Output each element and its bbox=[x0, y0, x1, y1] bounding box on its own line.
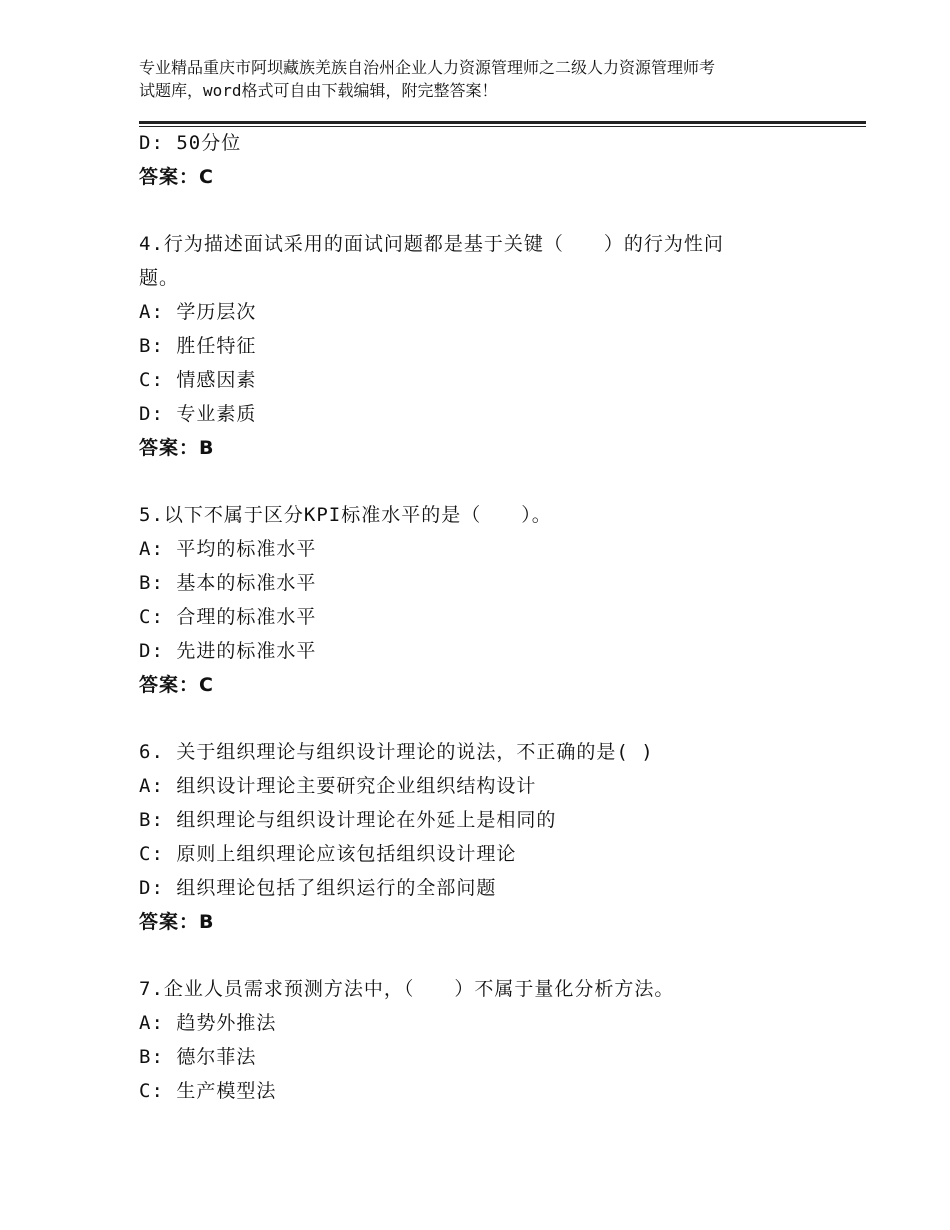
option-c: C: 合理的标准水平 bbox=[139, 606, 317, 628]
option-a: A: 组织设计理论主要研究企业组织结构设计 bbox=[139, 775, 537, 797]
answer: 答案：B bbox=[139, 911, 215, 933]
question-stem: 4.行为描述面试采用的面试问题都是基于关键（ ）的行为性问 bbox=[139, 233, 724, 255]
option-b: B: 基本的标准水平 bbox=[139, 572, 317, 594]
question-7 bbox=[139, 972, 866, 1108]
question-stem-continued: 题。 bbox=[139, 267, 180, 289]
answer: 答案：C bbox=[139, 674, 214, 696]
option-d: D: 先进的标准水平 bbox=[139, 640, 317, 662]
option-c: C: 生产模型法 bbox=[139, 1080, 277, 1102]
option-a: A: 趋势外推法 bbox=[139, 1012, 277, 1034]
option-c: C: 情感因素 bbox=[139, 369, 257, 391]
question-4 bbox=[139, 227, 866, 465]
page-header bbox=[139, 56, 839, 102]
option-d: D: 组织理论包括了组织运行的全部问题 bbox=[139, 877, 497, 899]
question-stem: 7.企业人员需求预测方法中，（ ）不属于量化分析方法。 bbox=[139, 978, 675, 1000]
option-b: B: 德尔菲法 bbox=[139, 1046, 257, 1068]
header-line-1: 专业精品重庆市阿坝藏族羌族自治州企业人力资源管理师之二级人力资源管理师考 bbox=[139, 58, 716, 77]
question-6 bbox=[139, 735, 866, 939]
option-c: C: 原则上组织理论应该包括组织设计理论 bbox=[139, 843, 517, 865]
option-b: B: 胜任特征 bbox=[139, 335, 257, 357]
header-line-2: 试题库，word格式可自由下载编辑，附完整答案！ bbox=[139, 81, 498, 100]
question-stem: 5.以下不属于区分KPI标准水平的是（ ）。 bbox=[139, 504, 552, 526]
exam-content bbox=[139, 126, 866, 1108]
option-d: D: 专业素质 bbox=[139, 403, 257, 425]
option-a: A: 平均的标准水平 bbox=[139, 538, 317, 560]
question-stem: 6. 关于组织理论与组织设计理论的说法，不正确的是( ) bbox=[139, 741, 654, 763]
header-rule-thick bbox=[139, 121, 866, 124]
option-a: A: 学历层次 bbox=[139, 301, 257, 323]
answer: 答案：B bbox=[139, 437, 215, 459]
answer: 答案：C bbox=[139, 166, 214, 188]
option-d: D: 50分位 bbox=[139, 132, 242, 154]
option-b: B: 组织理论与组织设计理论在外延上是相同的 bbox=[139, 809, 557, 831]
question-5 bbox=[139, 498, 866, 702]
